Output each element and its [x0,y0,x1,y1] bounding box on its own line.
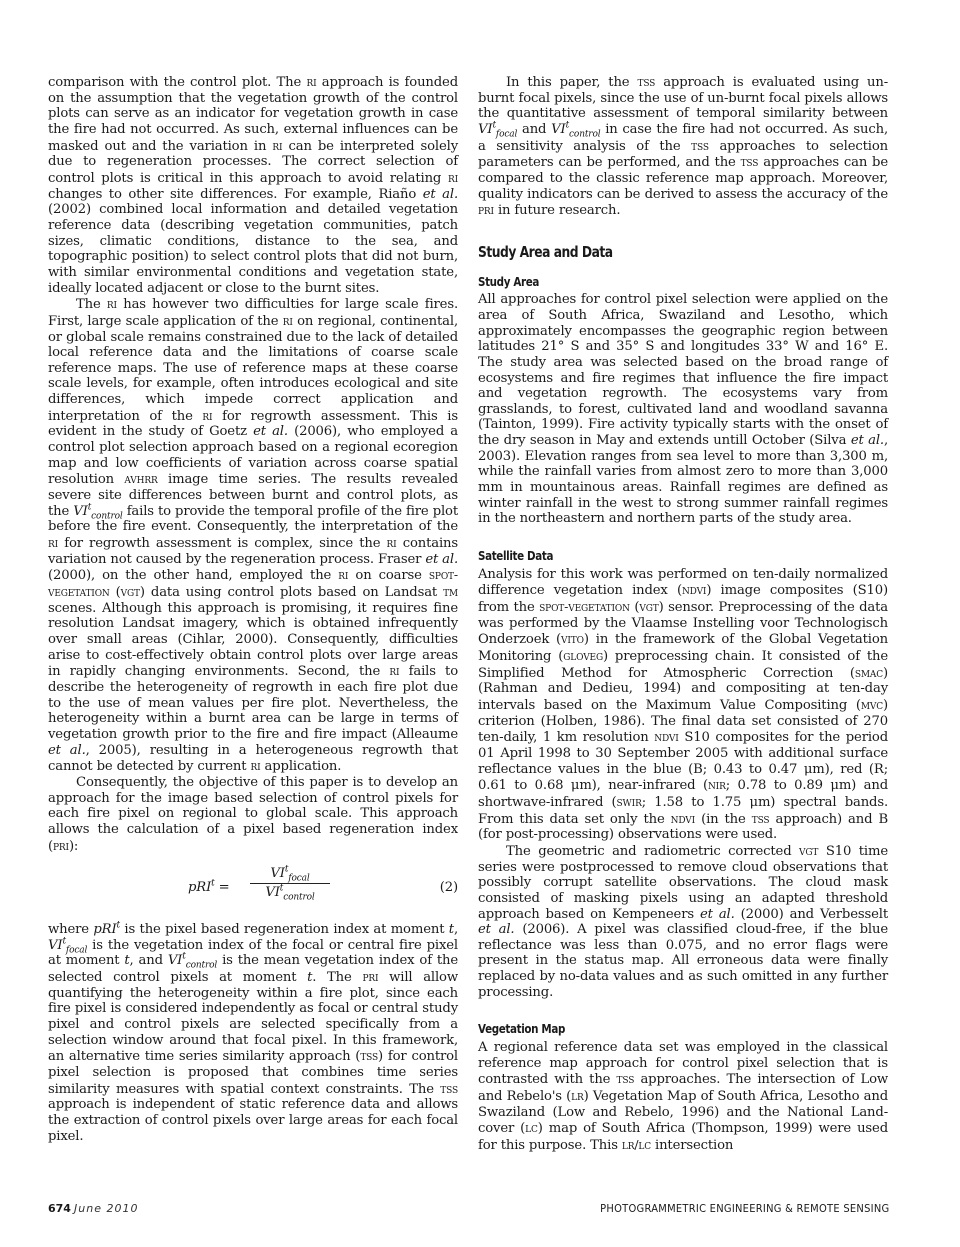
right-column [478,74,888,1154]
journal-name: PHOTOGRAMMETRIC ENGINEERING & REMOTE SENSING [599,1202,889,1215]
equation-pri [48,864,458,914]
paragraph-vegetation-map: A regional reference data set was employed in the classical reference map approach for control pixel selection that is contrasted with the tss approaches. The intersection of Low and Rebelo's (lr) Vegetation Map of South Africa, Lesotho and Swaziland (Low and Rebelo, 1996) and the National Land-cover (lc) map of South Africa (Thompson, 1999) were used for this purpose. This lr/lc intersection [478,1040,888,1154]
equation-denominator: $VI^t_{control}$ [265,883,315,903]
paragraph-control-plot: comparison with the control plot. The ri approach is founded on the assumption that the vegetation growth of the control plots can serve as an indicator for vegetation growth in case the fire had not occurred. As such, external influences can be masked out and the variation in ri can be interpreted solely due to regeneration processes. The correct selection of control plots is critical in this approach to avoid relating ri changes to other site differences. For example, Riaño et al. (2002) combined local information and detailed vegetation reference data (describing vegetation communities, patch sizes, climatic conditions, distance to the sea, and topographic position) to select control plots that did not burn, with similar environmental conditions and vegetation state, ideally located adjacent or close to the burnt sites. [48,74,459,296]
page-footer [48,1202,889,1216]
subsection-heading-study-area: Study Area [478,274,540,289]
section-heading-study-area-and-data: Study Area and Data [478,242,613,261]
paragraph-study-area: All approaches for control pixel selection were applied on the area of South Africa, Swaziland and Lesotho, which approximately encompasses the geographic region between latitudes 21° S and 35° S and longitudes 33° W and 16° E. The study area was selected based on the broad range of ecosystems and fire regimes that influence the fire impact and vegetation regrowth. The ecosystems vary from grasslands, to forest, cultivated land and woodland savanna (Tainton, 1999). Fire activity typically starts with the onset of the dry season in May and extends untill October (Silva et al., 2003). Elevation ranges from sea level to more than 3,300 m, while the rainfall varies from almost zero to more than 3,000 mm in mountainous areas. Rainfall regimes are defined as winter rainfall in the west to strong summer rainfall regimes in the northeastern and northern parts of the study area. [478,292,889,527]
section-gap [478,527,888,549]
paragraph-pri-definition: where pRI$^t$ is the pixel based regeneration index at moment t, $VI^t_{focal}$ is the vegetation index of the focal or central fire pixel at moment t, and $VI^t_{control}$ is the mean vegetation index of the selected control pixels at moment t. The pri will allow quantifying the heterogeneity within a fire plot, since each fire pixel is considered independently as focal or central study pixel and control pixels are selected specifically from a selection window around that focal pixel. In this framework, an alternative time series similarity approach (tss) for control pixel selection is proposed that combines time series similarity measures with spatial context constraints. The tss approach is independent of static reference data and allows the extraction of control pixels over large areas for each focal pixel. [48,920,459,1144]
equation-numerator: $VI^t_{focal}$ [250,866,330,884]
left-column [48,74,458,1144]
equation-fraction [250,864,330,903]
page-number: 674 [48,1202,71,1215]
subsection-heading-vegetation-map: Vegetation Map [478,1022,566,1037]
paragraph-tss-evaluation: In this paper, the tss approach is evaluated using un-burnt focal pixels, since the use of un-burnt focal pixels allows the quantitative assessment of temporal similarity between $VI^t_{focal}$ and $VI^t_{control}$ in case the fire had not occurred. As such, a sensitivity analysis of the tss approaches to selection parameters can be performed, and the tss approaches can be compared to the classic reference map approach. Moreover, quality indicators can be derived to assess the accuracy of the pri in future research. [478,74,889,219]
issue-date: June 2010 [74,1202,139,1215]
paragraph-objective: Consequently, the objective of this paper is to develop an approach for the image based selection of control pixels for each fire pixel on regional to global scale. This approach allows the calculation of a pixel based regeneration index (pri): [48,774,458,854]
equation-lhs: pRI$^t$ = [188,878,230,896]
paragraph-ri-difficulties: The ri has however two difficulties for large scale fires. First, large scale application of the ri on regional, continental, or global scale remains constrained due to the lack of detailed local reference data and the limitations of coarse scale reference maps. The use of reference maps at these coarse scale levels, for example, often introduces ecological and site differences, which impede correct application and interpretation of the ri for regrowth assessment. This is evident in the study of Goetz et al. (2006), who employed a control plot selection approach based on a regional ecoregion map and low coefficients of variation across coarse spatial resolution avhrr image time series. The results revealed severe site differences between burnt and control plots, as the $VI^t_{control}$ fails to provide the temporal profile of the fire plot before the fire event. Consequently, the interpretation of the ri for regrowth assessment is complex, since the ri contains variation not caused by the regeneration process. Fraser et al. (2000), on the other hand, employed the ri on coarse spot-vegetation (vgt) data using control plots based on Landsat tm scenes. Although this approach is promising, it requires fine resolution Landsat imagery, which is obtained infrequently over small areas (Cihlar, 2000). Consequently, difficulties arise to cost-effectively obtain control plots over large areas in rapidly changing environments. Second, the ri fails to describe the heterogeneity of regrowth in each fire plot due to the use of mean values per fire plot. Nevertheless, the heterogeneity within a burnt area can be large in terms of vegetation growth prior to the fire and fire impact (Alleaume et al., 2005), resulting in a heterogeneous regrowth that cannot be detected by current ri application. [48,296,459,775]
paragraph-postprocessing: The geometric and radiometric corrected vgt S10 time series were postprocessed to remove cloud observations that possibly corrupt satellite observations. The cloud mask consisted of masking pixels using an adapted threshold approach based on Kempeneers et al. (2000) and Verbesselt et al. (2006). A pixel was classified cloud-free, if the blue reflectance was less than 0.075, and no error flags were present in the status map. All erroneous data were finally replaced by no-data values and as such omitted in any further processing. [478,842,888,1000]
section-gap [478,1000,888,1022]
paragraph-satellite-data: Analysis for this work was performed on ten-daily normalized difference vegetation index (ndvi) image composites (S10) from the spot-vegetation (vgt) sensor. Preprocessing of the data was performed by the Vlaamse Instelling voor Technologisch Onderzoek (vito) in the framework of the Global Vegetation Monitoring (gloveg) preprocessing chain. It consisted of the Simplified Method for Atmospheric Correction (smac) (Rahman and Dedieu, 1994) and compositing at ten-day intervals based on the Maximum Value Compositing (mvc) criterion (Holben, 1986). The final data set consisted of 270 ten-daily, 1 km resolution ndvi S10 composites for the period 01 April 1998 to 30 September 2005 with additional surface reflectance values in the blue (B; 0.43 to 0.47 μm), red (R; 0.61 to 0.68 μm), near-infrared (nir; 0.78 to 0.89 μm) and shortwave-infrared (swir; 1.58 to 1.75 μm) spectral bands. From this data set only the ndvi (in the tss approach) and B (for post-processing) observations were used. [478,566,889,843]
subsection-heading-satellite-data: Satellite Data [478,549,554,564]
equation-number: (2) [439,880,458,896]
